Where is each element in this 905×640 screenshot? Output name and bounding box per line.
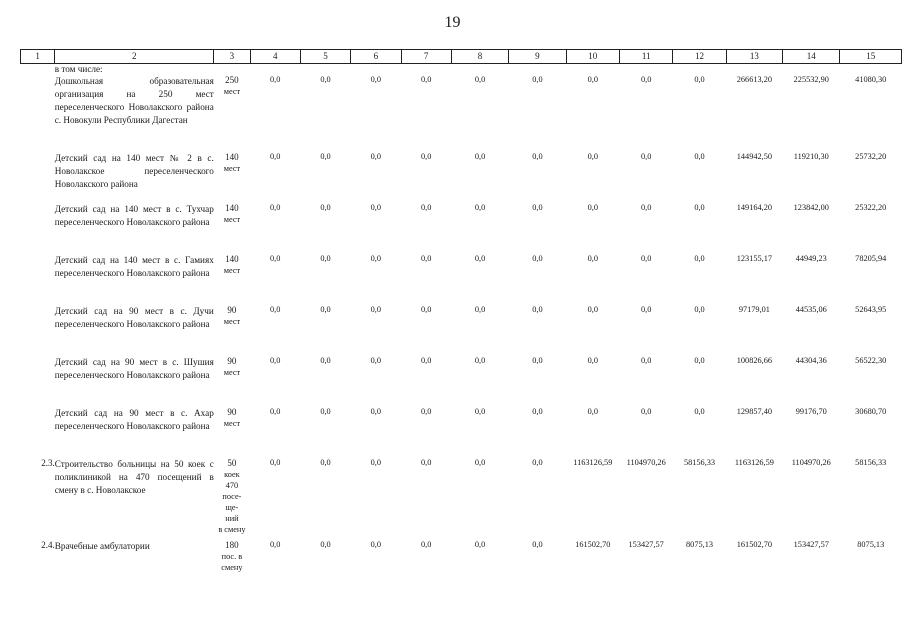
value-cell: 0,0 (474, 75, 486, 84)
value-cell: 56522,30 (855, 356, 887, 365)
value-cell: 225532,90 (793, 75, 829, 84)
value-cell: 0,0 (320, 305, 331, 314)
row-number (21, 407, 55, 458)
value-cell: 1163126,59 (734, 458, 774, 467)
table-row (21, 407, 902, 458)
capacity-line: смену (221, 563, 243, 572)
value-cell: 0,0 (270, 305, 281, 314)
value-cell: 0,0 (270, 356, 281, 365)
value-cell: 0,0 (587, 152, 598, 161)
value-cell: 0,0 (694, 407, 705, 416)
value-cell: 0,0 (370, 458, 382, 467)
table-row (21, 540, 902, 591)
capacity-line: 90 (227, 305, 237, 315)
table-row (21, 203, 902, 254)
value-cell: 153427,57 (793, 540, 829, 549)
value-cell: 0,0 (420, 407, 432, 416)
row-capacity (214, 407, 250, 458)
row-name: Дошкольная образовательная организация на 250 мест переселенческого Новолакского района с. Новокули Республики Дагестан (54, 76, 214, 125)
row-name: Детский сад на 90 мест в с. Ахар переселенческого Новолакского района (54, 408, 214, 431)
header-cell: 8 (451, 50, 508, 64)
value-cell: 52643,95 (855, 305, 887, 314)
capacity-line: мест (223, 215, 241, 224)
capacity-line: посе- (222, 492, 242, 501)
value-cell: 0,0 (532, 203, 543, 212)
row-name: Детский сад на 140 мест № 2 в с. Новолакское переселенческого Новолакского района (54, 153, 214, 189)
value-cell: 0,0 (270, 540, 281, 549)
value-cell: 97179,01 (738, 305, 770, 314)
value-cell: 0,0 (420, 540, 432, 549)
capacity-line: ще- (225, 503, 239, 512)
capacity-line: пос. в (221, 552, 243, 561)
value-cell: 1104970,26 (626, 458, 666, 467)
value-cell: 266613,20 (736, 75, 773, 84)
table-row (21, 152, 902, 203)
table-row (21, 75, 902, 152)
value-cell: 0,0 (320, 152, 331, 161)
note-including: в том числе: (54, 64, 103, 74)
value-cell: 99176,70 (795, 407, 827, 416)
value-cell: 0,0 (474, 356, 486, 365)
header-cell: 10 (566, 50, 619, 64)
row-capacity (214, 75, 250, 152)
header-cell: 2 (55, 50, 214, 64)
value-cell: 0,0 (474, 540, 486, 549)
value-cell: 0,0 (532, 356, 543, 365)
row-number: 2.3. (41, 458, 55, 468)
value-cell: 0,0 (532, 407, 543, 416)
value-cell: 0,0 (270, 75, 281, 84)
row-number (21, 356, 55, 407)
capacity-line: 470 (225, 481, 239, 490)
row-capacity (214, 540, 250, 591)
value-cell: 161502,70 (575, 540, 611, 549)
value-cell: 1163126,59 (573, 458, 613, 467)
value-cell: 161502,70 (736, 540, 773, 549)
table-row (21, 305, 902, 356)
value-cell: 0,0 (420, 458, 432, 467)
value-cell: 0,0 (640, 407, 652, 416)
value-cell: 0,0 (587, 254, 598, 263)
budget-table (20, 49, 902, 591)
value-cell: 0,0 (532, 75, 543, 84)
row-capacity (214, 356, 250, 407)
row-number: 2.4. (41, 540, 55, 550)
value-cell: 8075,13 (857, 540, 885, 549)
value-cell: 1104970,26 (791, 458, 831, 467)
value-cell: 41080,30 (855, 75, 887, 84)
value-cell: 0,0 (420, 254, 432, 263)
header-cell: 15 (840, 50, 902, 64)
header-cell: 3 (214, 50, 250, 64)
value-cell: 0,0 (587, 203, 598, 212)
value-cell: 0,0 (270, 152, 281, 161)
value-cell: 0,0 (694, 305, 705, 314)
header-row (21, 50, 902, 64)
capacity-line: 140 (225, 254, 239, 264)
page-number: 19 (444, 14, 461, 31)
header-cell: 11 (619, 50, 672, 64)
value-cell: 0,0 (587, 75, 598, 84)
value-cell: 144942,50 (736, 152, 773, 161)
capacity-line: 180 (225, 540, 239, 550)
value-cell: 0,0 (640, 356, 652, 365)
value-cell: 0,0 (270, 203, 281, 212)
header-cell: 6 (351, 50, 401, 64)
header-cell: 14 (783, 50, 840, 64)
value-cell: 0,0 (694, 75, 705, 84)
value-cell: 0,0 (420, 356, 432, 365)
value-cell: 0,0 (420, 75, 432, 84)
row-name: Детский сад на 90 мест в с. Дучи переселенческого Новолакского района (54, 306, 214, 329)
value-cell: 0,0 (370, 152, 382, 161)
value-cell: 0,0 (370, 407, 382, 416)
table-row (21, 356, 902, 407)
value-cell: 0,0 (587, 305, 598, 314)
capacity-line: в смену (218, 525, 246, 534)
value-cell: 25322,20 (855, 203, 887, 212)
value-cell: 0,0 (320, 458, 331, 467)
value-cell: 119210,30 (793, 152, 829, 161)
capacity-line: коек (224, 470, 240, 479)
value-cell: 0,0 (320, 254, 331, 263)
value-cell: 0,0 (320, 540, 331, 549)
value-cell: 0,0 (420, 203, 432, 212)
value-cell: 123842,00 (793, 203, 829, 212)
value-cell: 0,0 (640, 75, 652, 84)
value-cell: 0,0 (474, 152, 486, 161)
value-cell: 0,0 (694, 356, 705, 365)
value-cell: 78205,94 (855, 254, 887, 263)
row-capacity (214, 203, 250, 254)
header-cell: 4 (250, 50, 300, 64)
capacity-line: 250 (225, 75, 239, 85)
value-cell: 0,0 (640, 305, 652, 314)
value-cell: 25732,20 (855, 152, 887, 161)
row-number (21, 254, 55, 305)
capacity-line: мест (223, 164, 241, 173)
value-cell: 0,0 (370, 540, 382, 549)
header-cell: 7 (401, 50, 451, 64)
capacity-line: 140 (225, 203, 239, 213)
value-cell: 30680,70 (855, 407, 887, 416)
value-cell: 0,0 (640, 254, 652, 263)
header-cell: 12 (673, 50, 726, 64)
table-row (21, 254, 902, 305)
value-cell: 129857,40 (736, 407, 773, 416)
value-cell: 149164,20 (736, 203, 773, 212)
value-cell: 0,0 (532, 540, 543, 549)
capacity-line: мест (223, 87, 241, 96)
value-cell: 58156,33 (683, 458, 716, 467)
capacity-line: 90 (227, 407, 237, 417)
value-cell: 123155,17 (736, 254, 773, 263)
header-cell: 9 (509, 50, 566, 64)
value-cell: 0,0 (640, 203, 652, 212)
value-cell: 0,0 (474, 407, 486, 416)
value-cell: 0,0 (474, 305, 486, 314)
value-cell: 0,0 (694, 152, 705, 161)
value-cell: 0,0 (474, 458, 486, 467)
capacity-line: мест (223, 368, 241, 377)
value-cell: 0,0 (587, 407, 598, 416)
row-name: Строительство больницы на 50 коек с поликлиникой на 470 посещений в смену в с. Новолакское (54, 459, 214, 495)
row-number (21, 305, 55, 356)
row-number (21, 75, 55, 152)
value-cell: 0,0 (474, 203, 486, 212)
capacity-line: 50 (227, 458, 237, 468)
value-cell: 0,0 (370, 305, 382, 314)
table-row (21, 458, 902, 540)
note-row (21, 64, 902, 76)
capacity-line: 90 (227, 356, 237, 366)
capacity-line: мест (223, 419, 241, 428)
capacity-line: 140 (225, 152, 239, 162)
value-cell: 0,0 (370, 254, 382, 263)
value-cell: 0,0 (370, 203, 382, 212)
header-cell: 1 (21, 50, 55, 64)
row-capacity (214, 458, 250, 540)
value-cell: 0,0 (587, 356, 598, 365)
value-cell: 0,0 (532, 254, 543, 263)
value-cell: 0,0 (532, 458, 543, 467)
value-cell: 0,0 (320, 407, 331, 416)
capacity-line: мест (223, 266, 241, 275)
value-cell: 58156,33 (855, 458, 887, 467)
row-name: Детский сад на 140 мест в с. Гамиях переселенческого Новолакского района (54, 255, 214, 278)
row-capacity (214, 305, 250, 356)
value-cell: 0,0 (270, 254, 281, 263)
value-cell: 44304,36 (795, 356, 827, 365)
capacity-line: ний (225, 514, 239, 523)
capacity-line: мест (223, 317, 241, 326)
value-cell: 0,0 (320, 203, 331, 212)
value-cell: 0,0 (370, 75, 382, 84)
row-capacity (214, 254, 250, 305)
value-cell: 0,0 (532, 305, 543, 314)
row-name: Врачебные амбулатории (54, 541, 150, 551)
row-number (21, 203, 55, 254)
value-cell: 0,0 (370, 356, 382, 365)
value-cell: 0,0 (320, 75, 331, 84)
row-name: Детский сад на 140 мест в с. Тухчар переселенческого Новолакского района (54, 204, 214, 227)
value-cell: 0,0 (474, 254, 486, 263)
value-cell: 0,0 (532, 152, 543, 161)
value-cell: 100826,66 (736, 356, 773, 365)
value-cell: 8075,13 (686, 540, 713, 549)
row-number (21, 152, 55, 203)
value-cell: 153427,57 (628, 540, 664, 549)
header-cell: 5 (300, 50, 350, 64)
value-cell: 0,0 (270, 458, 281, 467)
value-cell: 44535,06 (795, 305, 827, 314)
row-name: Детский сад на 90 мест в с. Шушия переселенческого Новолакского района (54, 357, 214, 380)
value-cell: 0,0 (320, 356, 331, 365)
value-cell: 44949,23 (795, 254, 827, 263)
value-cell: 0,0 (270, 407, 281, 416)
value-cell: 0,0 (420, 305, 432, 314)
value-cell: 0,0 (420, 152, 432, 161)
value-cell: 0,0 (640, 152, 652, 161)
header-cell: 13 (726, 50, 782, 64)
row-capacity (214, 152, 250, 203)
value-cell: 0,0 (694, 254, 705, 263)
value-cell: 0,0 (694, 203, 705, 212)
